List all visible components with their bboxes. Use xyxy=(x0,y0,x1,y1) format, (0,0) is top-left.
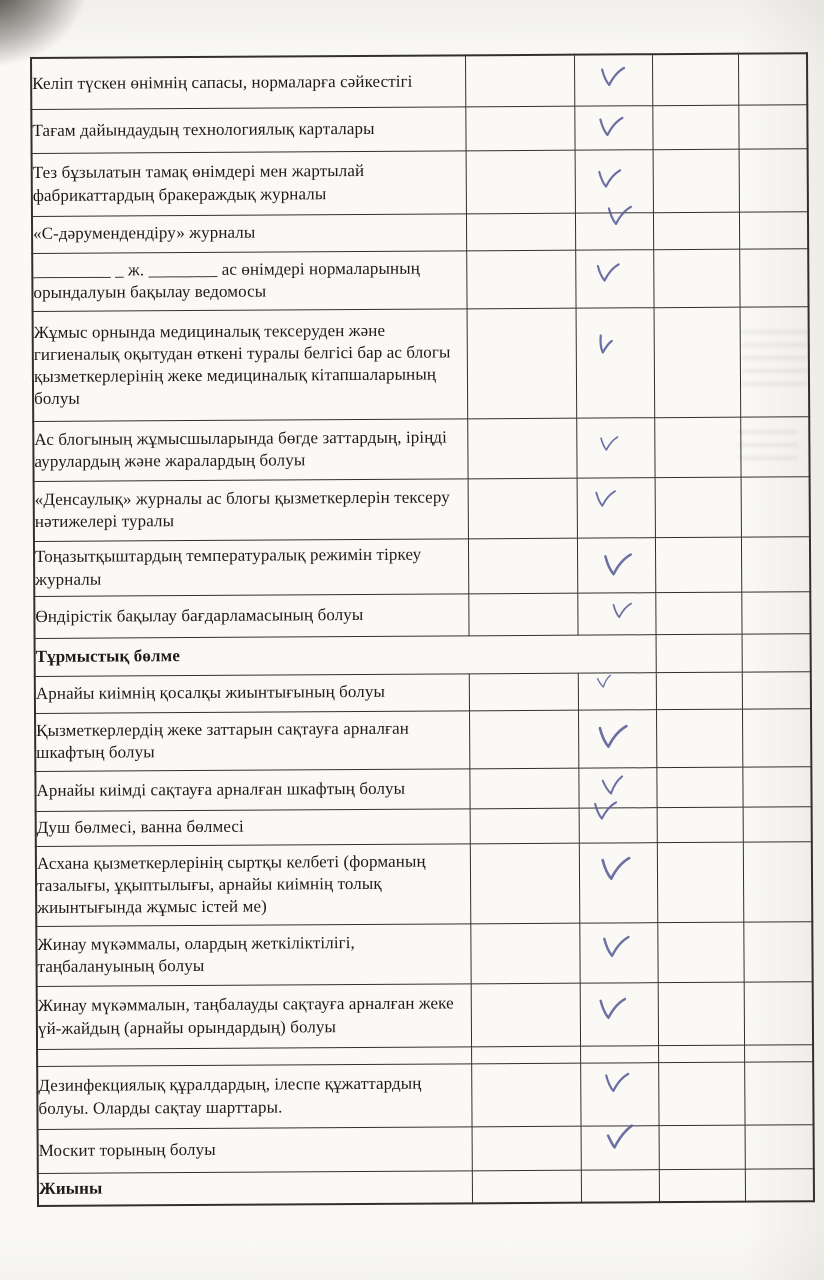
handwritten-checkmark xyxy=(606,203,634,227)
empty-cell xyxy=(742,633,811,671)
checklist-row xyxy=(34,536,810,596)
empty-cell xyxy=(471,983,580,1047)
empty-cell xyxy=(472,1126,581,1171)
row-label: Жинау мүкәммалын, таңбалауды сақтауға арналған жеке үй-жайдың (арнайы орындардың) болуы xyxy=(37,983,471,1049)
handwritten-checkmark xyxy=(594,488,618,509)
checklist-row xyxy=(32,248,808,311)
empty-cell xyxy=(653,212,739,250)
checklist-row xyxy=(32,211,808,253)
empty-cell xyxy=(653,249,739,308)
empty-cell xyxy=(469,710,578,769)
checklist-row xyxy=(35,708,811,771)
empty-cell xyxy=(738,53,807,104)
checklist-row xyxy=(38,1124,814,1173)
section-header-row xyxy=(35,633,811,676)
empty-cell xyxy=(659,1169,745,1203)
empty-cell xyxy=(656,709,742,768)
empty-cell xyxy=(467,308,577,419)
checkmark-cell xyxy=(574,54,652,105)
empty-cell xyxy=(656,767,742,808)
empty-cell xyxy=(656,672,742,710)
empty-cell xyxy=(470,923,579,984)
empty-cell xyxy=(653,149,739,213)
handwritten-checkmark xyxy=(602,551,634,579)
handwritten-checkmark xyxy=(597,114,625,138)
checklist-row xyxy=(36,806,812,846)
empty-cell xyxy=(471,1063,580,1127)
checkmark-cell xyxy=(574,105,652,149)
checklist-table xyxy=(30,52,815,1207)
handwritten-checkmark xyxy=(595,673,614,690)
empty-cell xyxy=(469,768,578,809)
checkmark-cell xyxy=(580,1062,658,1125)
empty-cell xyxy=(468,538,577,594)
handwritten-checkmark xyxy=(597,995,628,1022)
checkmark-cell xyxy=(579,922,657,982)
empty-cell xyxy=(739,211,808,248)
row-label: Ас блогының жұмысшыларында бөгде заттардың, іріңді аурулардың және жаралардың болуы xyxy=(33,418,467,481)
empty-cell xyxy=(469,673,578,711)
empty-cell xyxy=(743,841,812,921)
empty-cell xyxy=(654,307,741,418)
row-label: Жиыны xyxy=(38,1170,472,1206)
empty-cell xyxy=(657,842,743,923)
checklist-row xyxy=(33,306,810,421)
handwritten-checkmark xyxy=(596,167,623,190)
row-label: Арнайы киімнің қосалқы жиынтығының болуы xyxy=(35,673,469,713)
row-label: Тұрмыстық бөлме xyxy=(35,634,656,676)
empty-cell xyxy=(743,921,812,981)
row-label: Тоңазытқыштардың температуралық режимін тіркеу журналы xyxy=(34,538,468,596)
empty-cell xyxy=(658,982,744,1046)
empty-cell xyxy=(471,1046,580,1064)
row-label: Өндірістік бақылау бағдарламасының болуы xyxy=(34,593,468,638)
handwritten-checkmark xyxy=(593,332,621,356)
row-label: Москит торының болуы xyxy=(38,1126,472,1173)
checklist-row xyxy=(34,476,810,541)
row-label: Жинау мүкәммалы, олардың жеткіліктілігі, таңбалануының болуы xyxy=(36,923,470,986)
empty-cell xyxy=(659,1125,745,1170)
empty-cell xyxy=(654,417,740,478)
empty-cell xyxy=(655,477,741,538)
handwritten-checkmark xyxy=(599,65,627,89)
checkmark-cell xyxy=(579,807,657,842)
empty-cell xyxy=(744,1044,813,1061)
row-label: «С-дәрумендендіру» журналы xyxy=(32,213,466,253)
checkmark-cell xyxy=(576,417,654,477)
checkmark-cell xyxy=(578,709,656,767)
checkmark-cell xyxy=(578,672,656,709)
handwritten-checkmark xyxy=(599,772,627,797)
empty-cell xyxy=(655,592,741,635)
empty-cell xyxy=(656,634,742,673)
empty-cell xyxy=(470,808,579,844)
checklist-row xyxy=(32,148,808,216)
checkmark-cell xyxy=(580,1045,658,1062)
empty-cell xyxy=(465,106,574,151)
row-label: «Денсаулық» журналы ас блогы қызметкерлерін тексеру нәтижелері туралы xyxy=(34,478,468,541)
handwritten-checkmark xyxy=(592,799,619,822)
checkmark-cell xyxy=(576,307,655,417)
handwritten-checkmark xyxy=(603,1070,631,1094)
empty-cell xyxy=(739,248,808,306)
total-row xyxy=(38,1168,814,1206)
row-label: Арнайы киімді сақтауға арналған шкафтың болуы xyxy=(35,768,469,811)
checklist-row xyxy=(31,53,807,109)
checklist-row xyxy=(31,104,807,153)
empty-cell xyxy=(741,476,810,536)
empty-cell xyxy=(652,54,738,106)
empty-cell xyxy=(466,213,575,251)
checklist-row xyxy=(37,981,813,1049)
empty-cell xyxy=(658,1045,744,1063)
handwritten-checkmark xyxy=(611,600,634,619)
empty-cell xyxy=(744,981,813,1044)
row-label: _________ _ ж. ________ ас өнімдері нормаларының орындалуын бақылау ведомосы xyxy=(32,250,466,311)
handwritten-checkmark xyxy=(599,434,620,452)
checkmark-cell xyxy=(577,477,655,537)
empty-cell xyxy=(467,418,576,479)
checklist-table-body xyxy=(31,53,814,1206)
row-label: Асхана қызметкерлерінің сыртқы келбеті (форманың тазалығы, ұқыптылығы, арнайы киімнің толық жиынтығында жұмыс істей ме) xyxy=(36,843,470,926)
empty-cell xyxy=(741,536,810,591)
row-label: Келіп түскен өнімнің сапасы, нормаларға сәйкестігі xyxy=(31,55,465,109)
empty-cell xyxy=(466,250,575,309)
empty-cell xyxy=(745,1168,814,1201)
row-label: Қызметкерлердің жеке заттарын сақтауға арналған шкафтың болуы xyxy=(35,710,469,771)
checklist-row xyxy=(33,416,809,481)
empty-cell xyxy=(741,591,810,633)
row-label: Тез бұзылатын тамақ өнімдері мен жартылай фабрикаттардың бракераждық журналы xyxy=(32,150,466,216)
checklist-table-wrapper xyxy=(30,52,813,1207)
empty-cell xyxy=(742,671,811,708)
checklist-row xyxy=(36,841,812,926)
checkmark-cell xyxy=(577,592,655,634)
empty-cell xyxy=(465,55,574,107)
empty-cell xyxy=(472,1170,581,1204)
empty-cell xyxy=(468,478,577,539)
checkmark-cell xyxy=(575,212,653,249)
checkmark-cell xyxy=(575,249,653,307)
checklist-row xyxy=(36,921,812,986)
empty-cell xyxy=(657,922,743,983)
empty-cell xyxy=(742,766,811,806)
empty-cell xyxy=(745,1124,814,1168)
empty-cell xyxy=(740,416,809,476)
empty-cell xyxy=(740,306,810,416)
checklist-row xyxy=(35,766,811,811)
handwritten-checkmark xyxy=(603,1121,637,1151)
empty-cell xyxy=(655,537,741,593)
empty-cell xyxy=(738,104,807,148)
empty-cell xyxy=(657,807,743,843)
checkmark-cell xyxy=(581,1125,659,1169)
checklist-row xyxy=(37,1061,813,1129)
handwritten-checkmark xyxy=(599,853,633,882)
empty-cell xyxy=(744,1061,813,1124)
row-label: Душ бөлмесі, ванна бөлмесі xyxy=(36,808,470,846)
empty-cell xyxy=(739,148,808,211)
empty-cell xyxy=(468,593,577,636)
checkmark-cell xyxy=(577,537,655,592)
handwritten-checkmark xyxy=(595,260,622,283)
empty-cell xyxy=(742,708,811,766)
handwritten-checkmark xyxy=(596,721,630,750)
row-label: Тағам дайындаудың технологиялық карталары xyxy=(31,106,465,153)
empty-cell xyxy=(466,150,575,214)
empty-cell xyxy=(652,105,738,150)
checkmark-cell xyxy=(579,842,657,922)
row-label: Дезинфекциялық құралдардың, ілеспе құжаттардың болуы. Оларды сақтау шарттары. xyxy=(37,1063,471,1129)
handwritten-checkmark xyxy=(601,933,632,960)
checkmark-cell xyxy=(581,1169,659,1202)
checklist-row xyxy=(34,591,810,638)
checklist-row xyxy=(35,671,811,713)
checkmark-cell xyxy=(580,982,658,1045)
row-label: Жұмыс орнында медициналық тексеруден және гигиеналық оқытудан өткені туралы белгісі бар ас блогы қызметкерлерінің жеке медициналық кітапшаларының болуы xyxy=(33,308,468,421)
empty-cell xyxy=(743,806,812,841)
empty-cell xyxy=(658,1062,744,1126)
empty-cell xyxy=(470,843,579,924)
